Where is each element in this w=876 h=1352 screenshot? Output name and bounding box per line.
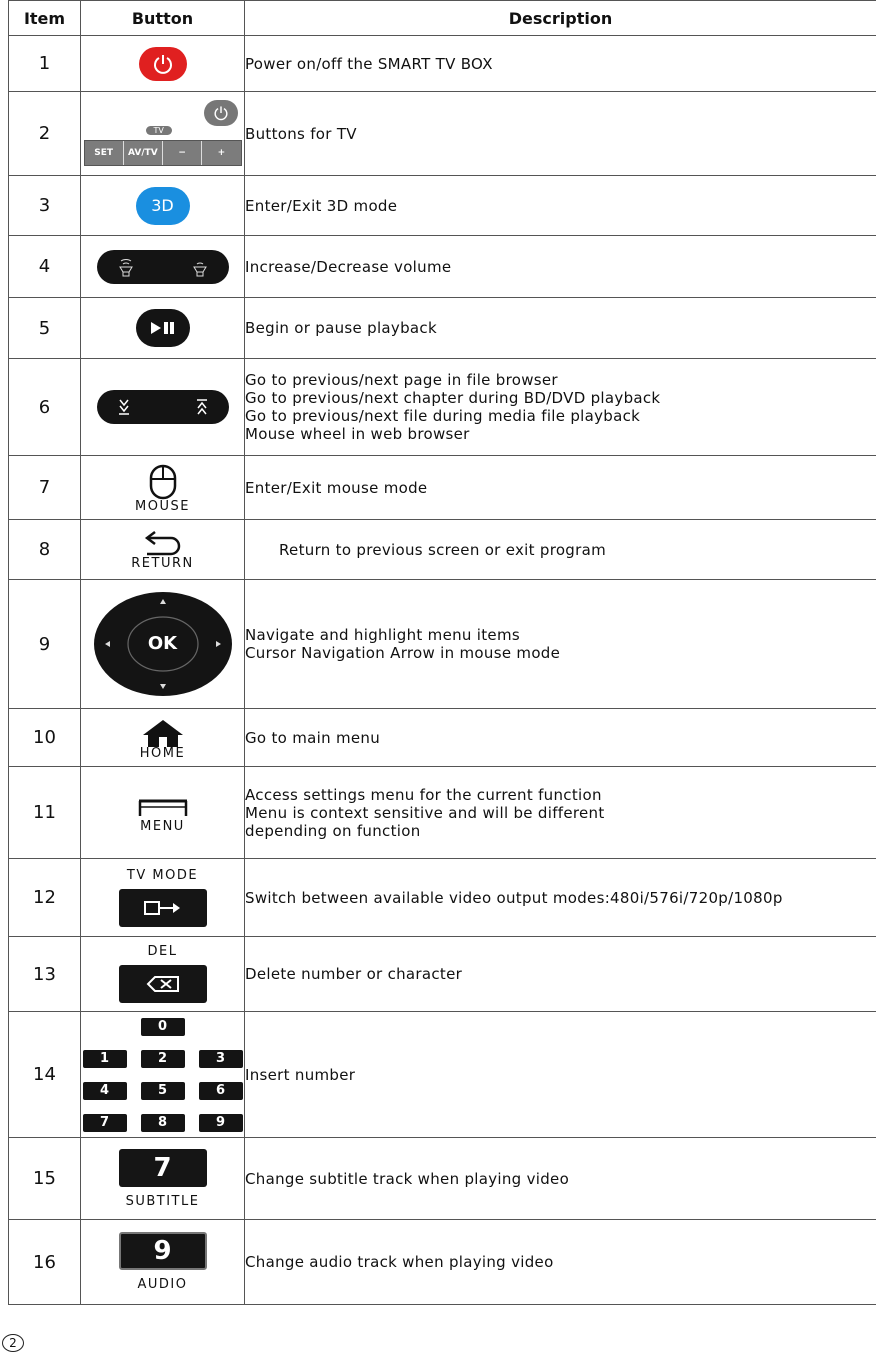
tv-set-key: SET <box>85 141 124 165</box>
backspace-icon <box>146 976 180 992</box>
description-line: Go to previous/next file during media file playback <box>245 407 641 425</box>
subtitle-button <box>119 1149 207 1187</box>
tvmode-button <box>119 889 207 927</box>
page-rocker <box>97 390 229 424</box>
item-number: 13 <box>9 937 81 1012</box>
page-number: 2 <box>2 1334 24 1352</box>
del-button <box>119 965 207 1003</box>
mouse-label: MOUSE <box>135 498 190 514</box>
description-line: Delete number or character <box>245 965 463 983</box>
play-pause-button <box>136 309 190 347</box>
description-line: depending on function <box>245 821 421 840</box>
button-cell <box>81 767 245 859</box>
tvmode-label: TV MODE <box>126 867 199 883</box>
power-button <box>139 47 187 81</box>
power-icon <box>213 105 229 121</box>
description-cell <box>245 1138 876 1220</box>
table-row <box>9 1138 876 1220</box>
audio-key-number: 9 <box>153 1236 172 1266</box>
description-cell <box>245 520 876 580</box>
item-number: 10 <box>9 709 81 767</box>
tv-vol-down-key: − <box>163 141 202 165</box>
menu-label: MENU <box>140 818 185 834</box>
audio-label: AUDIO <box>137 1277 188 1292</box>
description-line: Power on/off the SMART TV BOX <box>245 54 493 73</box>
play-pause-icon <box>149 321 177 335</box>
table-row <box>9 1012 876 1138</box>
table-row <box>9 298 876 359</box>
description-cell <box>245 937 876 1012</box>
item-number: 5 <box>9 298 81 359</box>
button-cell <box>81 236 245 298</box>
description-cell <box>245 92 876 176</box>
item-number: 12 <box>9 859 81 937</box>
speaker-up-icon <box>117 255 135 279</box>
item-number: 2 <box>9 92 81 176</box>
description-line: Navigate and highlight menu items <box>245 626 520 644</box>
description-cell <box>245 456 876 520</box>
number-keypad <box>81 1018 244 1132</box>
item-number: 4 <box>9 236 81 298</box>
tv-keys <box>84 140 242 166</box>
button-cell <box>81 176 245 236</box>
description-line: Go to previous/next chapter during BD/DVD playback <box>245 389 661 407</box>
header-row <box>9 1 876 36</box>
menu-icon <box>137 798 189 818</box>
description-cell <box>245 709 876 767</box>
tv-label: TV <box>146 126 172 135</box>
power-icon <box>152 53 174 75</box>
tv-power-button <box>204 100 238 126</box>
button-cell <box>81 298 245 359</box>
number-key-9: 9 <box>199 1114 243 1132</box>
table-row <box>9 709 876 767</box>
3d-button <box>136 187 190 225</box>
subtitle-key-number: 7 <box>153 1152 172 1183</box>
ok-button: OK <box>147 633 178 654</box>
3d-label: 3D <box>151 196 174 215</box>
description-line: Mouse wheel in web browser <box>245 425 470 443</box>
mouse-icon <box>148 464 178 500</box>
audio-button <box>119 1232 207 1270</box>
description-line: Change audio track when playing video <box>245 1253 554 1271</box>
button-table <box>8 0 876 1305</box>
button-cell <box>81 92 245 176</box>
item-number: 1 <box>9 36 81 92</box>
button-cell <box>81 359 245 456</box>
subtitle-label: SUBTITLE <box>125 1193 200 1209</box>
table-row <box>9 580 876 709</box>
button-cell <box>81 937 245 1012</box>
description-cell <box>245 176 876 236</box>
description-cell <box>245 580 876 709</box>
button-cell <box>81 1220 245 1305</box>
description-line: Increase/Decrease volume <box>245 257 452 276</box>
tv-button-panel <box>84 98 242 170</box>
table-row <box>9 520 876 580</box>
description-line: Access settings menu for the current function <box>245 785 602 804</box>
description-cell <box>245 859 876 937</box>
description-line: Change subtitle track when playing video <box>245 1169 570 1188</box>
table-row <box>9 176 876 236</box>
description-cell <box>245 1220 876 1305</box>
speaker-down-icon <box>191 255 209 279</box>
button-cell <box>81 1012 245 1138</box>
page-down-icon <box>117 398 131 416</box>
description-line: Return to previous screen or exit program <box>279 540 606 559</box>
item-number: 3 <box>9 176 81 236</box>
item-number: 11 <box>9 767 81 859</box>
description-line: Enter/Exit 3D mode <box>245 196 398 215</box>
item-header: Item <box>9 1 81 36</box>
description-cell <box>245 298 876 359</box>
description-cell <box>245 236 876 298</box>
table-row <box>9 937 876 1012</box>
item-number: 9 <box>9 580 81 709</box>
home-icon <box>141 719 185 747</box>
table-row <box>9 1220 876 1305</box>
table-row <box>9 359 876 456</box>
number-key-2: 2 <box>141 1050 185 1068</box>
description-line: Switch between available video output modes:480i/576i/720p/1080p <box>245 888 783 907</box>
table-row <box>9 92 876 176</box>
description-line: Menu is context sensitive and will be different <box>245 803 605 822</box>
description-line: Go to previous/next page in file browser <box>245 371 558 389</box>
button-cell <box>81 520 245 580</box>
description-line: Buttons for TV <box>245 124 357 143</box>
number-key-8: 8 <box>141 1114 185 1132</box>
number-key-7: 7 <box>83 1114 127 1132</box>
tv-avtv-key: AV/TV <box>124 141 163 165</box>
description-line: Begin or pause playback <box>245 319 437 337</box>
button-cell <box>81 859 245 937</box>
button-cell <box>81 1138 245 1220</box>
number-key-1: 1 <box>83 1050 127 1068</box>
description-cell <box>245 767 876 859</box>
navigation-pad <box>93 591 233 697</box>
number-key-4: 4 <box>83 1082 127 1100</box>
description-line: Go to main menu <box>245 728 380 747</box>
description-line: Cursor Navigation Arrow in mouse mode <box>245 644 561 662</box>
description-header: Description <box>245 1 876 36</box>
item-number: 15 <box>9 1138 81 1220</box>
item-number: 8 <box>9 520 81 580</box>
button-header: Button <box>81 1 245 36</box>
output-icon <box>143 900 183 916</box>
page-up-icon <box>195 398 209 416</box>
tv-vol-up-key: + <box>217 147 226 158</box>
description-cell <box>245 1012 876 1138</box>
return-label: RETURN <box>131 555 194 571</box>
table-row <box>9 236 876 298</box>
button-cell <box>81 709 245 767</box>
item-number: 16 <box>9 1220 81 1305</box>
return-icon <box>143 531 183 557</box>
button-cell <box>81 36 245 92</box>
number-key-0: 0 <box>141 1018 185 1036</box>
table-row <box>9 859 876 937</box>
number-key-5: 5 <box>141 1082 185 1100</box>
item-number: 7 <box>9 456 81 520</box>
table-row <box>9 36 876 92</box>
description-cell <box>245 359 876 456</box>
description-line: Insert number <box>245 1065 356 1084</box>
volume-rocker <box>97 250 229 284</box>
description-cell <box>245 36 876 92</box>
table-row <box>9 767 876 859</box>
description-line: Enter/Exit mouse mode <box>245 478 428 497</box>
button-cell <box>81 456 245 520</box>
del-label: DEL <box>147 944 178 959</box>
item-number: 6 <box>9 359 81 456</box>
button-cell <box>81 580 245 709</box>
number-key-3: 3 <box>199 1050 243 1068</box>
home-label: HOME <box>139 745 186 761</box>
number-key-6: 6 <box>199 1082 243 1100</box>
item-number: 14 <box>9 1012 81 1138</box>
table-row <box>9 456 876 520</box>
